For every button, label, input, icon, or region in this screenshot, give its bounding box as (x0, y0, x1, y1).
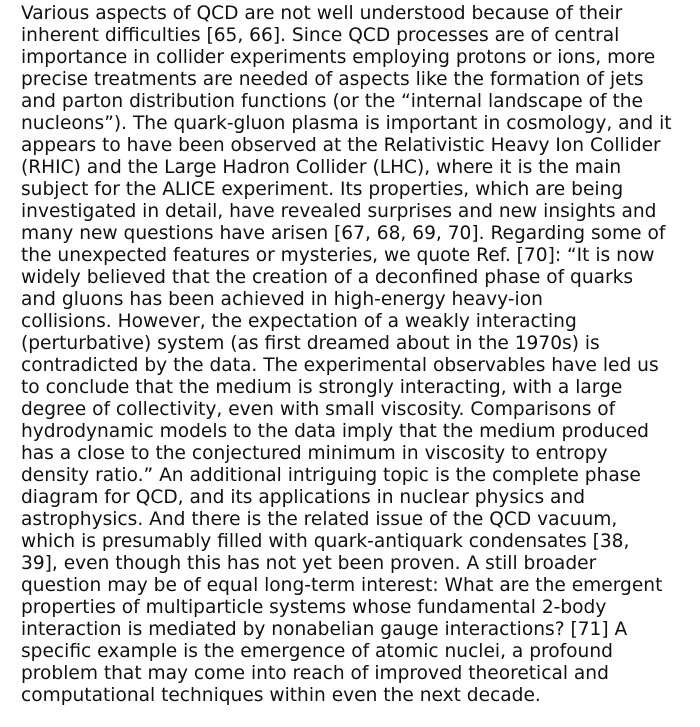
text-line: (RHIC) and the Large Hadron Collider (LHC), where it is the main (21, 157, 622, 178)
text-line: astrophysics. And there is the related issue of the QCD vacuum, (21, 509, 618, 530)
text-line: Various aspects of QCD are not well understood because of their (21, 3, 623, 24)
text-line: specific example is the emergence of atomic nuclei, a profound (21, 641, 613, 662)
text-line: and parton distribution functions (or the “internal landscape of the (21, 91, 643, 112)
text-line: many new questions have arisen [67, 68, 69, 70]. Regarding some of (21, 223, 666, 244)
text-line: computational techniques within even the next decade. (21, 685, 541, 706)
text-line: problem that may come into reach of improved theoretical and (21, 663, 609, 684)
text-line: interaction is mediated by nonabelian gauge interactions? [71] A (21, 619, 628, 640)
text-line: which is presumably filled with quark-antiquark condensates [38, (21, 531, 630, 552)
text-line: to conclude that the medium is strongly interacting, with a large (21, 377, 623, 398)
text-line: precise treatments are needed of aspects like the formation of jets (21, 69, 644, 90)
text-line: subject for the ALICE experiment. Its properties, which are being (21, 179, 624, 200)
text-line: degree of collectivity, even with small viscosity. Comparisons of (21, 399, 616, 420)
text-line: widely believed that the creation of a deconfined phase of quarks (21, 267, 634, 288)
text-line: nucleons”). The quark-gluon plasma is important in cosmology, and it (21, 113, 672, 134)
text-line: collisions. However, the expectation of a weakly interacting (21, 311, 577, 332)
text-line: the unexpected features or mysteries, we quote Ref. [70]: “It is now (21, 245, 655, 266)
text-line: question may be of equal long-term interest: What are the emergent (21, 575, 663, 596)
text-line: inherent difficulties [65, 66]. Since QCD processes are of central (21, 25, 620, 46)
text-line: appears to have been observed at the Relativistic Heavy Ion Collider (21, 135, 661, 156)
text-line: contradicted by the data. The experimental observables have led us (21, 355, 659, 376)
text-line: properties of multiparticle systems whose fundamental 2-body (21, 597, 607, 618)
document-paragraph (21, 3, 693, 707)
text-line: 39], even though this has not yet been proven. A still broader (21, 553, 597, 574)
text-line: diagram for QCD, and its applications in nuclear physics and (21, 487, 586, 508)
text-line: investigated in detail, have revealed surprises and new insights and (21, 201, 657, 222)
text-line: importance in collider experiments employing protons or ions, more (21, 47, 656, 68)
text-line: and gluons has been achieved in high-energy heavy-ion (21, 289, 543, 310)
text-line: (perturbative) system (as first dreamed about in the 1970s) is (21, 333, 600, 354)
text-line: hydrodynamic models to the data imply that the medium produced (21, 421, 649, 442)
text-line: has a close to the conjectured minimum in viscosity to entropy (21, 443, 608, 464)
text-line: density ratio.” An additional intriguing topic is the complete phase (21, 465, 641, 486)
